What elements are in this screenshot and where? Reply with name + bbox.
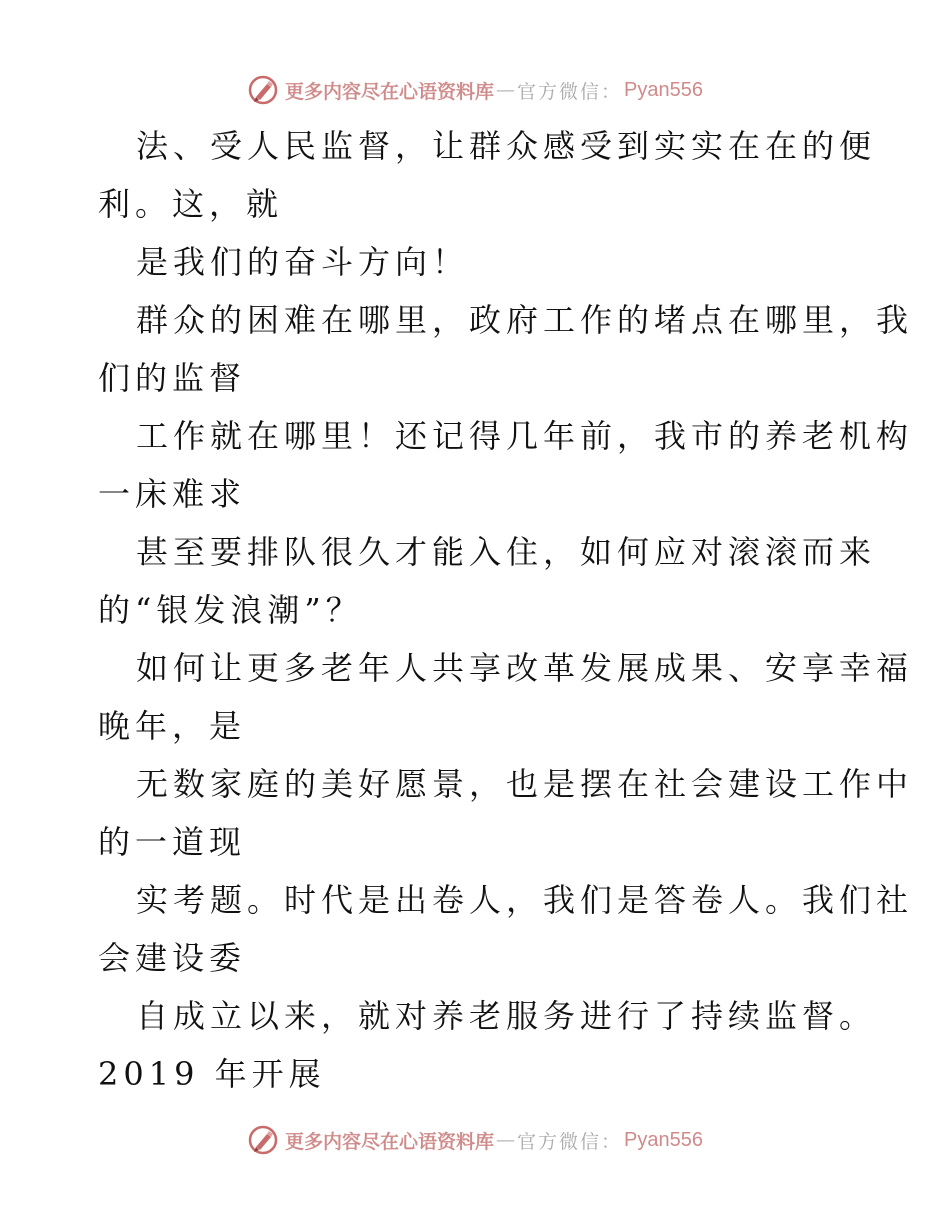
text-line: 的“银发浪潮”？	[98, 591, 363, 629]
text-line: 工作就在哪里！还记得几年前，我市的养老机构	[136, 417, 914, 455]
header-banner	[0, 70, 950, 110]
banner-wechat-label: 官方微信：	[517, 1130, 623, 1153]
banner-site-text: 更多内容尽在心语资料库	[285, 1130, 495, 1153]
text-line: 是我们的奋斗方向！	[136, 243, 470, 281]
banner-site-text: 更多内容尽在心语资料库	[285, 80, 495, 103]
document-body	[98, 117, 914, 1103]
text-line: 法、受人民监督，让群众感受到实实在在的便	[136, 127, 877, 165]
text-line: 们的监督	[98, 359, 247, 397]
text-line: 2019 年开展	[98, 1055, 326, 1093]
text-line: 会建设委	[98, 939, 247, 977]
text-line: 甚至要排队很久才能入住，如何应对滚滚而来	[136, 533, 877, 571]
footer-banner	[0, 1120, 950, 1160]
text-line: 一床难求	[98, 475, 247, 513]
text-line: 利。这，就	[98, 185, 284, 223]
banner-wechat-id: Pyan556	[624, 78, 703, 101]
text-line: 晚年，是	[98, 707, 247, 745]
text-line: 群众的困难在哪里，政府工作的堵点在哪里，我	[136, 301, 914, 339]
text-line: 如何让更多老年人共享改革发展成果、安享幸福	[136, 649, 914, 687]
pen-logo-icon	[247, 1124, 279, 1156]
text-line: 的一道现	[98, 823, 247, 861]
banner-wechat-id: Pyan556	[624, 1128, 703, 1151]
banner-dash: —	[496, 79, 516, 101]
text-line: 无数家庭的美好愿景，也是摆在社会建设工作中	[136, 765, 914, 803]
banner-wechat-label: 官方微信：	[517, 80, 623, 103]
pen-logo-icon	[247, 74, 279, 106]
text-line: 实考题。时代是出卷人，我们是答卷人。我们社	[136, 881, 914, 919]
text-line: 自成立以来，就对养老服务进行了持续监督。	[136, 997, 877, 1035]
banner-dash: —	[496, 1129, 516, 1151]
